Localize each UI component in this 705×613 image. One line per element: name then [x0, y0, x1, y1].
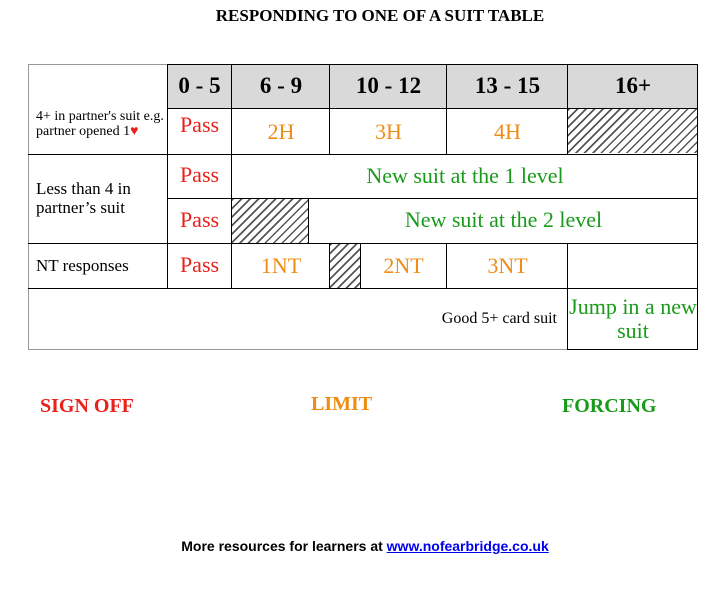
header-0-5: 0 - 5 [167, 64, 232, 108]
grid-line [360, 243, 361, 288]
hatched-cell-nt [330, 244, 360, 288]
grid-line [446, 243, 447, 288]
less-than-4-pass-1: Pass [179, 161, 220, 187]
footer-link[interactable]: www.nofearbridge.co.uk [386, 538, 549, 554]
grid-line [231, 154, 232, 288]
footer [0, 538, 705, 554]
grid-line [167, 64, 168, 288]
nt-3nt: 3NT [487, 252, 528, 278]
grid-line [28, 154, 698, 155]
grid-line [231, 64, 232, 154]
header-13-15: 13 - 15 [447, 64, 568, 108]
grid-line [167, 198, 698, 199]
grid-line [28, 243, 698, 244]
grid-line [446, 64, 447, 154]
jump-new-suit: Jump in a new suit [569, 293, 697, 343]
grid-line [567, 349, 698, 350]
row-label-less-than-4: Less than 4 in partner’s suit [36, 179, 131, 217]
footer-text: More resources for learners at [181, 538, 387, 554]
new-suit-1-level: New suit at the 1 level [366, 163, 564, 189]
header-10-12: 10 - 12 [330, 64, 447, 108]
grid-line [28, 288, 698, 289]
row-label-good-suit: Good 5+ card suit [441, 310, 557, 328]
row-label-four-plus [30, 90, 167, 154]
nt-2nt: 2NT [383, 252, 424, 278]
legend-limit: LIMIT [311, 393, 373, 415]
legend-sign-off: SIGN OFF [40, 395, 134, 417]
grid-line [567, 64, 568, 154]
grid-line [329, 243, 330, 288]
legend-forcing: FORCING [562, 395, 657, 417]
new-suit-2-level: New suit at the 2 level [404, 207, 603, 233]
header-16-plus: 16+ [568, 64, 698, 108]
grid-line [308, 198, 309, 243]
less-than-4-pass-2: Pass [179, 206, 220, 232]
row-label-four-plus-text: 4+ in partner's suit e.g. partner opened 1 [36, 108, 164, 139]
grid-line [567, 243, 568, 349]
hatched-cell-6-9 [232, 199, 309, 243]
four-plus-4h: 4H [494, 118, 521, 144]
four-plus-2h: 2H [267, 118, 295, 144]
page-title: RESPONDING TO ONE OF A SUIT TABLE [215, 6, 545, 25]
grid-line [329, 64, 330, 154]
row-label-nt: NT responses [36, 255, 129, 275]
grid-line [697, 64, 698, 349]
heart-icon: ♥ [130, 124, 139, 139]
grid-line [167, 64, 698, 65]
header-6-9: 6 - 9 [232, 64, 330, 108]
four-plus-pass: Pass [179, 111, 220, 137]
nt-pass: Pass [179, 251, 220, 277]
hatched-cell-16-plus [568, 109, 698, 153]
four-plus-3h: 3H [375, 118, 402, 144]
grid-line [167, 108, 698, 109]
nt-1nt: 1NT [260, 252, 302, 278]
